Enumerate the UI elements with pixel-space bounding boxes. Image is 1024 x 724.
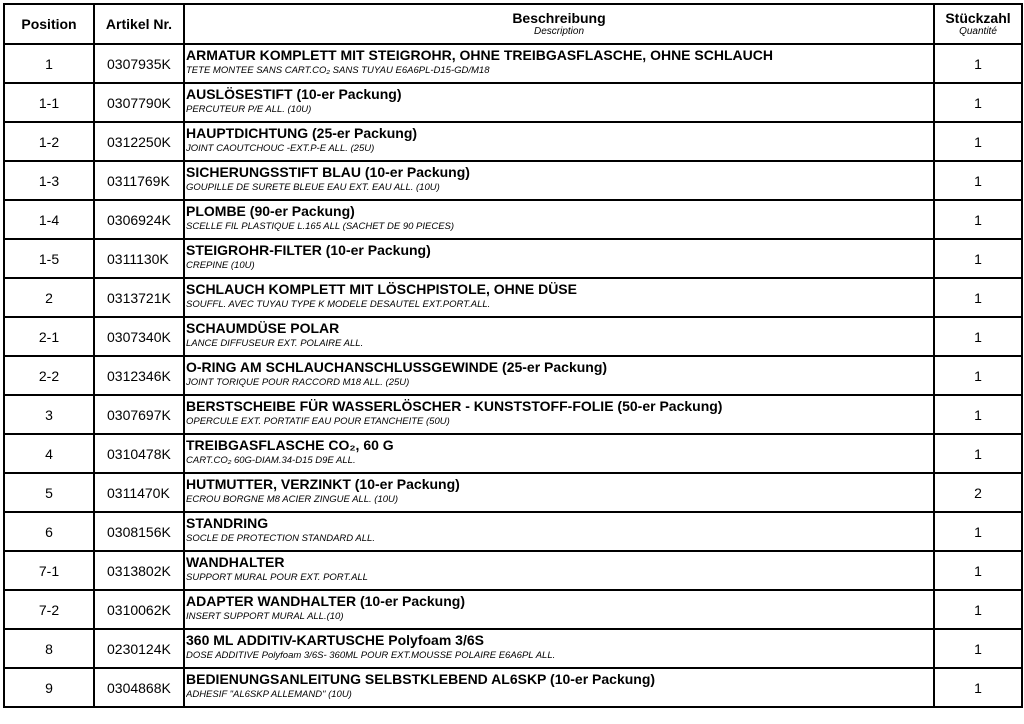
article-number-cell: 0311130K: [94, 239, 184, 278]
quantity-cell: 1: [934, 200, 1022, 239]
header-stueckzahl-cell: [934, 4, 1022, 44]
article-number-cell: 0313721K: [94, 278, 184, 317]
article-number-cell: 0310478K: [94, 434, 184, 473]
description-german: O-RING AM SCHLAUCHANSCHLUSSGEWINDE (25-er Packung): [186, 359, 608, 375]
description-cell: [184, 356, 934, 395]
description-french: SUPPORT MURAL POUR EXT. PORT.ALL: [186, 572, 368, 583]
position-cell: 5: [4, 473, 94, 512]
description-french: ECROU BORGNE M8 ACIER ZINGUE ALL. (10U): [186, 494, 399, 505]
description-cell: [184, 590, 934, 629]
quantity-cell: 1: [934, 590, 1022, 629]
position-cell: 1-5: [4, 239, 94, 278]
description-german: HAUPTDICHTUNG (25-er Packung): [186, 125, 418, 141]
article-number-cell: 0304868K: [94, 668, 184, 707]
position-cell: 9: [4, 668, 94, 707]
article-number-cell: 0312250K: [94, 122, 184, 161]
table-row: [4, 473, 1022, 512]
position-cell: 4: [4, 434, 94, 473]
description-german: AUSLÖSESTIFT (10-er Packung): [186, 86, 402, 102]
table-body: [4, 44, 1022, 707]
description-cell: [184, 629, 934, 668]
description-german: STANDRING: [186, 515, 269, 531]
table-row: [4, 44, 1022, 83]
quantity-cell: 1: [934, 83, 1022, 122]
description-french: TETE MONTEE SANS CART.CO₂ SANS TUYAU E6A6PL-D15-GD/M18: [186, 65, 490, 76]
description-french: ADHESIF "AL6SKP ALLEMAND" (10U): [186, 689, 352, 700]
description-german: ARMATUR KOMPLETT MIT STEIGROHR, OHNE TREIBGASFLASCHE, OHNE SCHLAUCH: [186, 47, 773, 63]
description-french: CREPINE (10U): [186, 260, 255, 271]
description-cell: [184, 278, 934, 317]
description-german: TREIBGASFLASCHE CO₂, 60 G: [186, 437, 394, 453]
article-number-cell: 0308156K: [94, 512, 184, 551]
table-row: [4, 200, 1022, 239]
description-cell: [184, 122, 934, 161]
table-row: [4, 83, 1022, 122]
description-cell: [184, 512, 934, 551]
header-artikel: Artikel Nr.: [94, 4, 184, 44]
header-stueckzahl: Stückzahl: [945, 10, 1011, 26]
header-row: [4, 4, 1022, 44]
description-german: PLOMBE (90-er Packung): [186, 203, 355, 219]
table-row: [4, 356, 1022, 395]
description-french: LANCE DIFFUSEUR EXT. POLAIRE ALL.: [186, 338, 364, 349]
description-cell: [184, 434, 934, 473]
quantity-cell: 1: [934, 434, 1022, 473]
quantity-cell: 2: [934, 473, 1022, 512]
description-french: GOUPILLE DE SURETE BLEUE EAU EXT. EAU ALL. (10U): [186, 182, 440, 193]
header-beschreibung: Beschreibung: [512, 10, 606, 26]
description-cell: [184, 83, 934, 122]
quantity-cell: 1: [934, 317, 1022, 356]
quantity-cell: 1: [934, 512, 1022, 551]
description-german: WANDHALTER: [186, 554, 285, 570]
description-cell: [184, 239, 934, 278]
table-row: [4, 278, 1022, 317]
description-german: HUTMUTTER, VERZINKT (10-er Packung): [186, 476, 460, 492]
position-cell: 2-1: [4, 317, 94, 356]
article-number-cell: 0311769K: [94, 161, 184, 200]
table-row: [4, 122, 1022, 161]
description-french: SOUFFL. AVEC TUYAU TYPE K MODELE DESAUTEL EXT.PORT.ALL.: [186, 299, 491, 310]
article-number-cell: 0307340K: [94, 317, 184, 356]
description-french: PERCUTEUR P/E ALL. (10U): [186, 104, 312, 115]
description-french: JOINT TORIQUE POUR RACCORD M18 ALL. (25U): [186, 377, 410, 388]
quantity-cell: 1: [934, 356, 1022, 395]
quantity-cell: 1: [934, 551, 1022, 590]
description-cell: [184, 44, 934, 83]
header-position: Position: [4, 4, 94, 44]
description-german: STEIGROHR-FILTER (10-er Packung): [186, 242, 431, 258]
description-french: SOCLE DE PROTECTION STANDARD ALL.: [186, 533, 375, 544]
article-number-cell: 0307697K: [94, 395, 184, 434]
position-cell: 1-1: [4, 83, 94, 122]
description-french: JOINT CAOUTCHOUC -EXT.P-E ALL. (25U): [186, 143, 375, 154]
header-description: Description: [533, 26, 585, 37]
description-cell: [184, 551, 934, 590]
position-cell: 1: [4, 44, 94, 83]
article-number-cell: 0310062K: [94, 590, 184, 629]
table-row: [4, 629, 1022, 668]
quantity-cell: 1: [934, 629, 1022, 668]
table-row: [4, 668, 1022, 707]
description-german: BERSTSCHEIBE FÜR WASSERLÖSCHER - KUNSTSTOFF-FOLIE (50-er Packung): [186, 398, 723, 414]
description-french: DOSE ADDITIVE Polyfoam 3/6S- 360ML POUR EXT.MOUSSE POLAIRE E6A6PL ALL.: [186, 650, 556, 661]
table-row: [4, 434, 1022, 473]
parts-table: [3, 3, 1023, 708]
description-cell: [184, 317, 934, 356]
description-french: SCELLE FIL PLASTIQUE L.165 ALL (SACHET DE 90 PIECES): [186, 221, 455, 232]
table-row: [4, 395, 1022, 434]
description-german: SICHERUNGSSTIFT BLAU (10-er Packung): [186, 164, 470, 180]
description-french: OPERCULE EXT. PORTATIF EAU POUR ETANCHEITE (50U): [186, 416, 450, 427]
quantity-cell: 1: [934, 239, 1022, 278]
quantity-cell: 1: [934, 278, 1022, 317]
description-cell: [184, 161, 934, 200]
article-number-cell: 0306924K: [94, 200, 184, 239]
description-german: SCHLAUCH KOMPLETT MIT LÖSCHPISTOLE, OHNE DÜSE: [186, 281, 577, 297]
table-row: [4, 161, 1022, 200]
description-cell: [184, 473, 934, 512]
table-row: [4, 590, 1022, 629]
position-cell: 1-3: [4, 161, 94, 200]
position-cell: 2: [4, 278, 94, 317]
description-cell: [184, 668, 934, 707]
position-cell: 1-4: [4, 200, 94, 239]
description-german: ADAPTER WANDHALTER (10-er Packung): [186, 593, 465, 609]
position-cell: 3: [4, 395, 94, 434]
article-number-cell: 0307935K: [94, 44, 184, 83]
position-cell: 6: [4, 512, 94, 551]
description-german: SCHAUMDÜSE POLAR: [186, 320, 340, 336]
description-german: 360 ML ADDITIV-KARTUSCHE Polyfoam 3/6S: [186, 632, 484, 648]
table-row: [4, 317, 1022, 356]
position-cell: 2-2: [4, 356, 94, 395]
header-beschreibung-cell: [184, 4, 934, 44]
quantity-cell: 1: [934, 44, 1022, 83]
header-quantite: Quantité: [959, 26, 997, 37]
article-number-cell: 0307790K: [94, 83, 184, 122]
description-german: BEDIENUNGSANLEITUNG SELBSTKLEBEND AL6SKP (10-er Packung): [186, 671, 656, 687]
description-french: INSERT SUPPORT MURAL ALL.(10): [186, 611, 344, 622]
position-cell: 7-2: [4, 590, 94, 629]
article-number-cell: 0313802K: [94, 551, 184, 590]
position-cell: 7-1: [4, 551, 94, 590]
quantity-cell: 1: [934, 161, 1022, 200]
description-french: CART.CO₂ 60G-DIAM.34-D15 D9E ALL.: [186, 455, 356, 466]
article-number-cell: 0311470K: [94, 473, 184, 512]
description-cell: [184, 200, 934, 239]
quantity-cell: 1: [934, 395, 1022, 434]
quantity-cell: 1: [934, 122, 1022, 161]
position-cell: 1-2: [4, 122, 94, 161]
table-row: [4, 239, 1022, 278]
quantity-cell: 1: [934, 668, 1022, 707]
article-number-cell: 0312346K: [94, 356, 184, 395]
position-cell: 8: [4, 629, 94, 668]
article-number-cell: 0230124K: [94, 629, 184, 668]
description-cell: [184, 395, 934, 434]
table-row: [4, 551, 1022, 590]
table-row: [4, 512, 1022, 551]
table-header: [4, 4, 1022, 44]
